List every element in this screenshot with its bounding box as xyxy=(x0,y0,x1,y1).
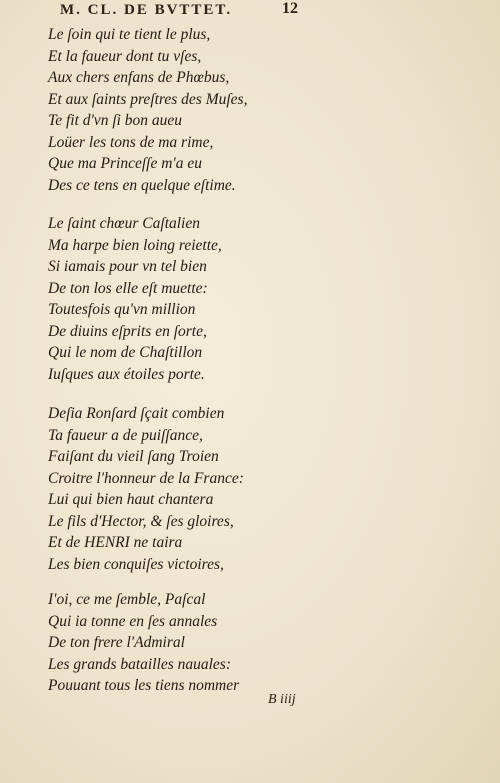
verse-line: Et de HENRI ne taira xyxy=(48,534,183,551)
verse-line: Croitre l'honneur de la France: xyxy=(48,469,244,487)
show-through-text xyxy=(290,30,490,710)
verse-line: Qui ia tonne en ſes annales xyxy=(48,612,218,630)
verse-line: Loüer les tons de ma rime, xyxy=(48,133,214,151)
verse-line: Et aux ſaints preſtres des Muſes, xyxy=(48,90,248,108)
verse-line: Et la faueur dont tu vſes, xyxy=(48,47,202,65)
verse-line: Ma harpe bien loing reiette, xyxy=(48,236,222,254)
verse-line: I'oi, ce me ſemble, Paſcal xyxy=(48,591,206,608)
page-number: 12 xyxy=(282,0,298,17)
verse-line: Qui le nom de Chaſtillon xyxy=(48,344,203,361)
verse-line: Des ce tens en quelque eſtime. xyxy=(48,176,236,194)
verse-line: Toutesfois qu'vn million xyxy=(48,301,196,318)
stanza-3 xyxy=(48,403,244,575)
verse-line: Aux chers enfans de Phœbus, xyxy=(48,69,230,86)
verse-line: Pouuant tous les tiens nommer xyxy=(48,677,240,694)
verse-line: Que ma Princeſſe m'a eu xyxy=(48,155,202,172)
verse-line: Faiſant du vieil ſang Troien xyxy=(48,448,219,465)
stanza-2 xyxy=(48,213,222,385)
signature-mark: B iiij xyxy=(268,692,296,707)
verse-line: Te fit d'vn ſi bon aueu xyxy=(48,112,183,129)
verse-line: Iuſques aux étoiles porte. xyxy=(48,365,205,383)
verse-line: Le fils d'Hector, & ſes gloires, xyxy=(48,512,234,530)
stanza-1 xyxy=(48,24,247,196)
stanza-4 xyxy=(48,589,239,697)
verse-line: De ton frere l'Admiral xyxy=(48,634,185,651)
verse-line: Si iamais pour vn tel bien xyxy=(48,258,207,275)
verse-line: Le ſoin qui te tient le plus, xyxy=(48,26,211,43)
verse-line: Le ſaint chœur Caſtalien xyxy=(48,215,200,232)
verse-line: Deſia Ronſard ſçait combien xyxy=(48,405,225,422)
verse-line: Lui qui bien haut chantera xyxy=(48,491,214,508)
verse-line: De ton los elle eſt muette: xyxy=(48,279,208,297)
verse-line: De diuins eſprits en ſorte, xyxy=(48,322,207,340)
running-title: M. CL. DE BVTTET. xyxy=(60,2,233,18)
verse-line: Ta faueur a de puiſſance, xyxy=(48,426,203,444)
verse-line: Les bien conquiſes victoires, xyxy=(48,555,224,573)
verse-line: Les grands batailles nauales: xyxy=(48,655,231,673)
